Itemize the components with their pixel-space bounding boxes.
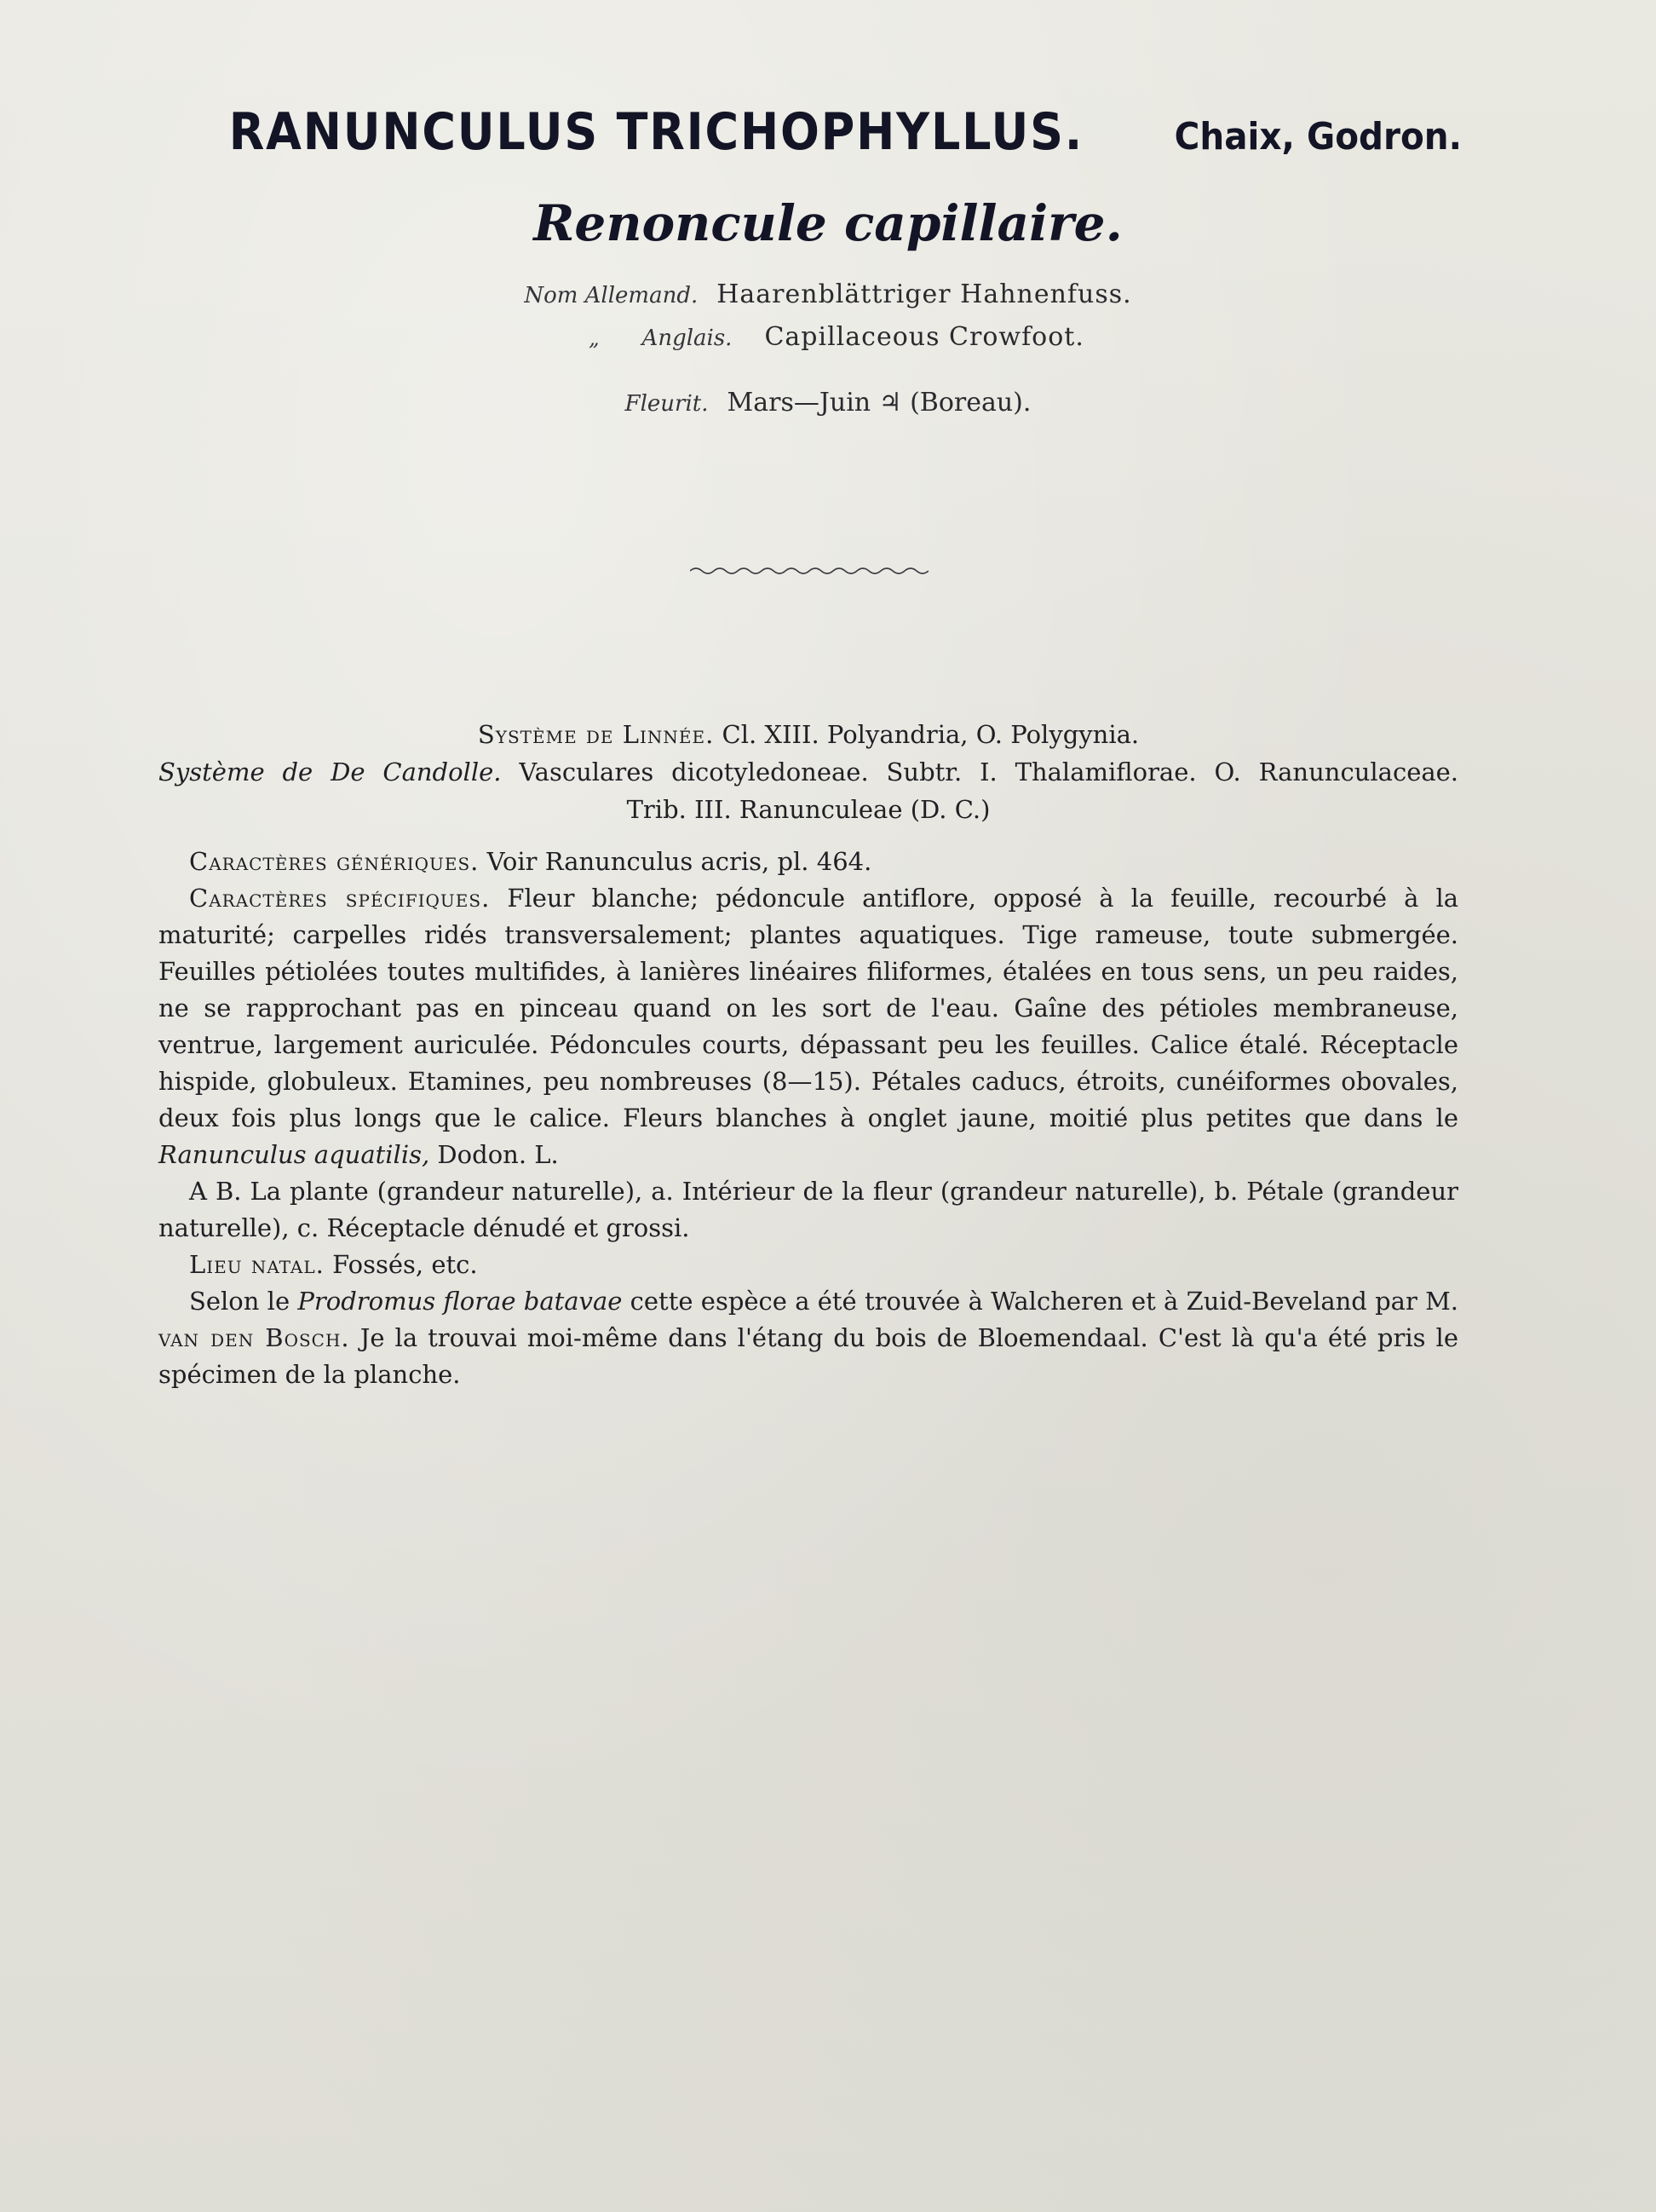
german-value: Haarenblättriger Hahnenfuss. [716, 279, 1132, 309]
linne-value: Cl. XIII. Polyandria, O. Polygynia. [722, 720, 1140, 749]
generic-label: Caractères génériques. [189, 847, 480, 876]
note-text-2: cette espèce a été trouvée à Walcheren et à Zuid-Beveland par M. [630, 1287, 1458, 1316]
german-name-row [0, 279, 1656, 322]
candolle-label: Système de De Candolle. [158, 757, 502, 786]
compared-species: Ranunculus aquatilis, [158, 1140, 430, 1169]
english-label: Anglais. [641, 325, 733, 351]
specific-label: Caractères spécifiques. [189, 884, 491, 913]
specific-text-end: Dodon. L. [437, 1140, 559, 1169]
common-names [0, 279, 1656, 365]
flowering-label: Fleurit. [624, 391, 709, 417]
prodromus-title: Prodromus florae batavae [297, 1287, 623, 1316]
ditto-mark: „ [589, 326, 600, 350]
generic-text: Voir Ranunculus acris, pl. 464. [486, 847, 872, 876]
figure-legend: A B. La plante (grandeur naturelle), a. Intérieur de la fleur (grandeur naturelle), b. Pétale (grandeur naturelle), c. Réceptacle dénudé et grossi. [158, 1177, 1458, 1242]
decorative-separator [690, 562, 929, 579]
english-value: Capillaceous Crowfoot. [764, 322, 1084, 352]
provenance-note [158, 1283, 1458, 1393]
specific-characters [158, 880, 1458, 1173]
candolle-system [158, 753, 1458, 791]
collector-name: van den Bosch. [158, 1323, 350, 1352]
generic-characters [158, 844, 1458, 880]
flowering-value: Mars—Juin ♃ (Boreau). [727, 388, 1032, 418]
candolle-value: Vasculares dicotyledoneae. Subtr. I. Thalamiflorae. O. Ranunculaceae. [519, 757, 1459, 786]
linne-label: Système de Linnée. [477, 720, 715, 749]
specific-text: Fleur blanche; pédoncule antiflore, opposé à la feuille, recourbé à la maturité; carpelles ridés transversalement; plantes aquatiques. Tige rameuse, toute submergée. Feuilles pétiolées toutes multifides, à lanières linéaires filiformes, étalées en tous sens, un peu raides, ne se rapprochant pas en pinceau quand on les sort de l'eau. Gaîne des pétioles membraneuse, ventrue, largement auriculée. Pédoncules courts, dépassant peu les feuilles. Calice étalé. Réceptacle hispide, globuleux. Etamines, peu nombreuses (8—15). Pétales caducs, étroits, cunéiformes obovales, deux fois plus longs que le calice. Fleurs blanches à onglet jaune, moitié plus petites que dans le [158, 884, 1459, 1132]
habitat-text: Fossés, etc. [332, 1250, 478, 1279]
linne-system [158, 716, 1458, 753]
note-text-3: Je la trouvai moi-même dans l'étang du bois de Bloemendaal. C'est là qu'a été pris le spécimen de la planche. [158, 1323, 1458, 1389]
authority: Chaix, Godron. [1174, 115, 1462, 158]
description-body [158, 844, 1458, 1393]
english-name-row [0, 322, 1656, 365]
title-line [0, 102, 1656, 162]
classification-systems [158, 716, 1458, 828]
german-label: Nom Allemand. [524, 283, 699, 308]
flowering-row [0, 388, 1656, 418]
habitat [158, 1247, 1458, 1283]
habitat-label: Lieu natal. [189, 1250, 325, 1279]
candolle-tribe: Trib. III. Ranunculeae (D. C.) [626, 795, 991, 824]
french-name: Renoncule capillaire. [533, 194, 1123, 252]
species-name: RANUNCULUS TRICHOPHYLLUS. [229, 102, 1084, 162]
note-text-1: Selon le [189, 1287, 290, 1316]
